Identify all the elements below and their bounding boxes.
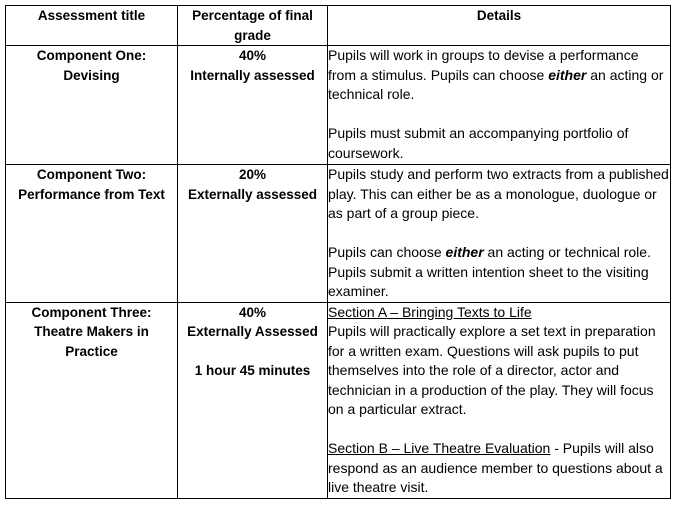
header-row	[6, 6, 671, 46]
details-paragraph: Pupils can choose either an acting or technical role. Pupils submit a written intention sheet to the visiting examiner.	[328, 244, 651, 299]
component-title	[6, 165, 178, 303]
header-percentage: Percentage of final grade	[178, 6, 328, 46]
emphasis-text: either	[548, 66, 587, 83]
details-paragraph	[328, 303, 670, 420]
component-title	[6, 302, 178, 498]
header-assessment-title: Assessment title	[6, 6, 178, 46]
details-paragraph: Pupils must submit an accompanying portfolio of coursework.	[328, 125, 629, 161]
details-paragraph: Pupils will work in groups to devise a performance from a stimulus. Pupils can choose either an acting or technical role.	[328, 47, 664, 102]
component-title-line: Theatre Makers in	[34, 324, 149, 339]
assessment-type: Externally Assessed	[187, 324, 318, 339]
table-row	[6, 302, 671, 498]
component-percentage	[178, 46, 328, 165]
exam-duration: 1 hour 45 minutes	[194, 363, 311, 378]
section-b-text: - Pupils will also respond as an audience member to questions about a live theatre visit.	[328, 440, 663, 495]
percentage-value: 40%	[238, 48, 267, 63]
percentage-value: 40%	[238, 304, 267, 320]
details-paragraph: Pupils study and perform two extracts from a published play. This can either be as a monologue, duologue or as part of a group piece.	[328, 166, 669, 221]
details-paragraph	[328, 439, 670, 498]
component-title	[6, 46, 178, 165]
component-percentage	[178, 302, 328, 498]
component-title-line: Devising	[63, 67, 120, 83]
table-row	[6, 46, 671, 165]
percentage-value: 20%	[238, 167, 267, 182]
component-title-line: Practice	[65, 343, 118, 359]
component-title-line: Component One:	[36, 48, 147, 63]
component-title-line: Performance from Text	[18, 186, 165, 202]
section-a-text: Pupils will practically explore a set text in preparation for a written exam. Questions will ask pupils to put themselves into the role of a director, actor and technician in a production of the play. They will focus on a particular extract.	[328, 323, 656, 417]
component-title-line: Component Two:	[36, 167, 147, 182]
component-title-line: Component Three:	[31, 304, 152, 320]
component-details	[328, 46, 671, 165]
section-a-heading: Section A – Bringing Texts to Life	[328, 303, 532, 320]
table-row	[6, 165, 671, 303]
component-details	[328, 165, 671, 303]
component-percentage	[178, 165, 328, 303]
component-details	[328, 302, 671, 498]
header-details: Details	[328, 6, 671, 46]
assessment-type: Externally assessed	[187, 186, 318, 202]
section-b-heading: Section B – Live Theatre Evaluation	[328, 440, 551, 456]
emphasis-text: either	[445, 244, 484, 260]
assessment-table	[5, 5, 671, 499]
assessment-type: Internally assessed	[190, 67, 315, 83]
